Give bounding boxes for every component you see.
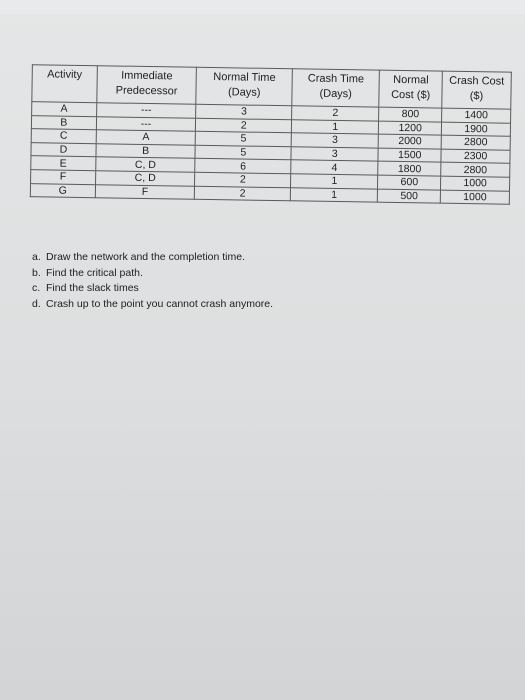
cell-predecessor: F (95, 184, 195, 199)
cell-normal-time: 5 (195, 145, 291, 160)
cell-normal-time: 2 (196, 118, 292, 133)
page-edge (0, 0, 525, 14)
cell-activity: C (31, 129, 96, 144)
cell-crash-time: 2 (292, 106, 380, 121)
cell-normal-time: 2 (195, 172, 291, 187)
cell-normal-time: 5 (196, 131, 292, 146)
cell-normal-cost: 500 (378, 189, 441, 204)
question-letter: d. (32, 297, 41, 310)
cell-predecessor: C, D (95, 171, 195, 186)
question-letter: c. (32, 282, 41, 294)
cell-crash-time: 1 (291, 174, 379, 189)
question-text: Crash up to the point you cannot crash anymore. (46, 297, 274, 310)
cell-predecessor: B (96, 143, 196, 158)
cell-normal-cost: 2000 (379, 134, 442, 149)
header-crash-time: Crash Time (Days) (292, 69, 380, 107)
cell-crash-cost: 2800 (441, 135, 510, 150)
cell-normal-cost: 600 (378, 175, 441, 190)
question-text: Find the slack times (46, 282, 139, 294)
cell-crash-time: 3 (291, 133, 379, 148)
header-predecessor: Immediate Predecessor (97, 66, 197, 105)
cell-activity: D (31, 142, 96, 157)
cell-normal-time: 6 (195, 159, 291, 174)
cell-normal-time: 2 (195, 186, 291, 201)
question-letter: b. (32, 266, 41, 279)
cell-predecessor: A (96, 130, 196, 145)
question-text: Find the critical path. (46, 266, 143, 279)
header-crash-cost: Crash Cost ($) (442, 71, 511, 109)
cell-activity: F (31, 170, 96, 185)
cell-crash-cost: 1900 (441, 122, 510, 137)
cell-normal-cost: 800 (379, 107, 442, 122)
cell-normal-time: 3 (196, 104, 292, 119)
cell-normal-cost: 1500 (378, 148, 441, 163)
activity-table (30, 64, 512, 205)
cell-crash-cost: 2800 (441, 163, 510, 178)
cell-crash-cost: 1400 (442, 108, 511, 123)
question-item (32, 281, 492, 297)
cell-predecessor: --- (96, 103, 196, 118)
cell-crash-cost: 1000 (441, 176, 510, 191)
cell-normal-cost: 1200 (379, 121, 442, 136)
question-item (32, 297, 492, 313)
cell-predecessor: --- (96, 116, 196, 131)
header-activity: Activity (32, 65, 97, 103)
cell-activity: A (32, 102, 97, 117)
cell-crash-cost: 2300 (441, 149, 510, 164)
cell-predecessor: C, D (95, 157, 195, 172)
question-list (32, 250, 492, 312)
cell-activity: E (31, 156, 96, 171)
cell-activity: G (30, 183, 95, 198)
cell-crash-time: 3 (291, 147, 379, 162)
question-item (32, 266, 492, 282)
cell-crash-cost: 1000 (440, 190, 509, 205)
cell-activity: B (31, 115, 96, 130)
question-letter: a. (32, 251, 41, 263)
cell-crash-time: 4 (291, 160, 379, 175)
cell-crash-time: 1 (290, 187, 378, 202)
question-text: Draw the network and the completion time. (46, 251, 246, 263)
question-item (32, 250, 492, 266)
header-normal-cost: Normal Cost ($) (379, 70, 442, 108)
header-normal-time: Normal Time (Days) (196, 67, 292, 105)
cell-normal-cost: 1800 (378, 162, 441, 177)
cell-crash-time: 1 (291, 119, 379, 134)
